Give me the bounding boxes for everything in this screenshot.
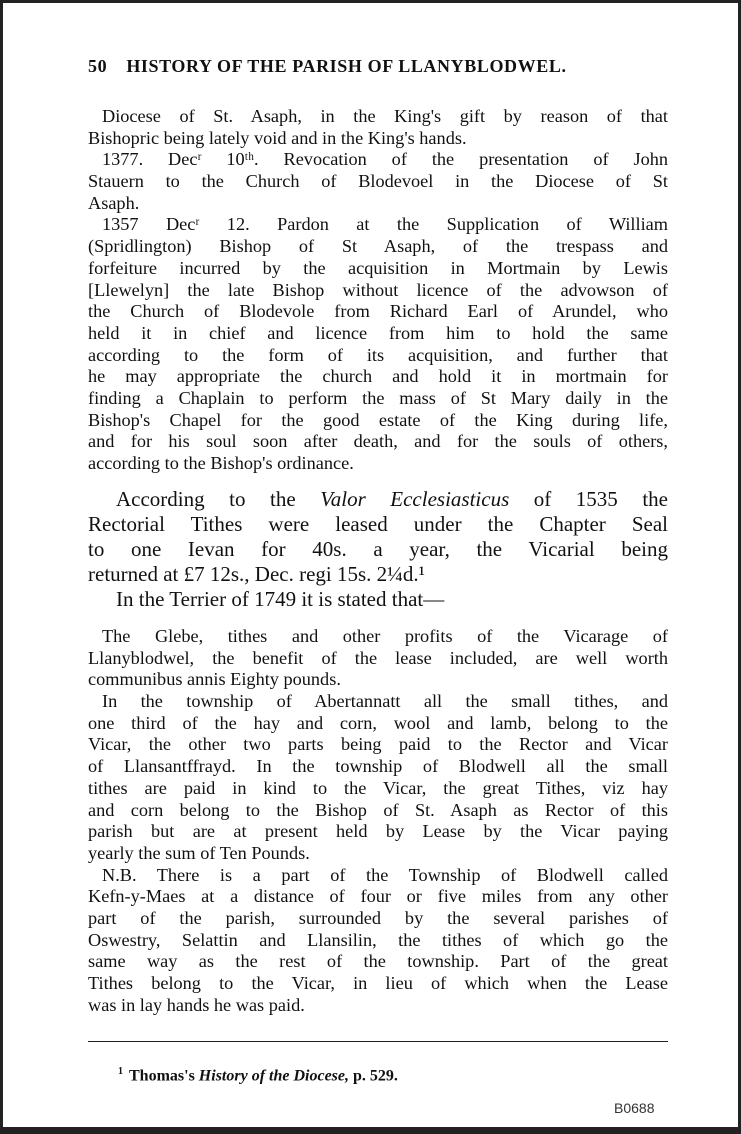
text-segment: of 1535 the — [509, 487, 668, 511]
paragraph — [88, 149, 668, 214]
text-line: Diocese of St. Asaph, in the King's gift by reason of that — [102, 106, 668, 126]
footnote — [118, 1066, 398, 1085]
text-line: parish but are at present held by Lease by the Vicar paying — [88, 821, 668, 842]
text-line: In the Terrier of 1749 it is stated that— — [116, 587, 445, 611]
text-line: yearly the sum of Ten Pounds. — [88, 842, 310, 863]
running-title: HISTORY OF THE PARISH OF LLANYBLODWEL. — [126, 56, 567, 76]
text-line: Bishop's Chapel for the good estate of the King during life, — [88, 409, 668, 430]
italic-title: Valor Ecclesiasticus — [320, 487, 510, 511]
text-line: was in lay hands he was paid. — [88, 994, 305, 1015]
paragraph — [88, 865, 668, 1017]
text-line: forfeiture incurred by the acquisition in Mortmain by Lewis — [88, 257, 668, 278]
text-line: [Llewelyn] the late Bishop without licence of the advowson of — [88, 279, 668, 300]
text-line: one third of the hay and corn, wool and lamb, belong to the — [88, 712, 668, 733]
text-line: communibus annis Eighty pounds. — [88, 669, 341, 690]
document-code: B0688 — [614, 1100, 655, 1116]
text-line: Tithes belong to the Vicar, in lieu of which when the Lease — [88, 973, 668, 993]
valor-paragraph — [88, 487, 668, 612]
footnote-mark: 1 — [118, 1066, 123, 1077]
text-line: (Spridlington) Bishop of St Asaph, of the trespass and — [88, 236, 668, 257]
text-segment: According to the — [116, 487, 321, 511]
running-header — [88, 56, 668, 77]
page-number: 50 — [88, 56, 108, 76]
text-line: tithes are paid in kind to the Vicar, the great Tithes, viz hay — [88, 777, 668, 798]
text-line: N.B. There is a part of the Township of Blodwell called — [102, 864, 668, 885]
text-line: same way as the rest of the township. Part of the great — [88, 951, 668, 972]
paragraph — [88, 691, 668, 865]
paragraph — [88, 487, 668, 587]
record-entries — [88, 106, 668, 475]
paragraph — [88, 106, 668, 149]
text-line: of Llansantffrayd. In the township of Blodwell all the small — [88, 756, 668, 777]
footnote-title: History of the Diocese, — [198, 1067, 349, 1085]
text-line: Oswestry, Selattin and Llansilin, the tithes of which go the — [88, 929, 668, 950]
text-line: Rectorial Tithes were leased under the Chapter Seal — [88, 512, 668, 536]
text-line — [88, 487, 668, 512]
text-line: and corn belong to the Bishop of St. Asaph as Rector of this — [88, 799, 668, 820]
footnote-page: p. 529. — [349, 1067, 398, 1085]
text-line: and for his soul soon after death, and for the souls of others, — [88, 431, 668, 452]
text-line: The Glebe, tithes and other profits of the Vicarage of — [102, 626, 668, 646]
paragraph — [88, 214, 668, 474]
text-line: the Church of Blodevole from Richard Earl of Arundel, who — [88, 301, 668, 322]
text-line: returned at £7 12s., Dec. regi 15s. 2¼d.¹ — [88, 562, 425, 586]
text-line: according to the form of its acquisition, and further that — [88, 344, 668, 365]
text-line: 1377. Decʳ 10ᵗʰ. Revocation of the presentation of John — [102, 149, 668, 170]
text-line: he may appropriate the church and hold it in mortmain for — [88, 366, 668, 387]
footnote-text: Thomas's — [129, 1067, 199, 1085]
text-line: held it in chief and licence from him to hold the same — [88, 322, 668, 343]
text-line: Bishopric being lately void and in the King's hands. — [88, 127, 467, 148]
text-line: Vicar, the other two parts being paid to the Rector and Vicar — [88, 734, 668, 755]
text-line: In the township of Abertannatt all the small tithes, and — [102, 691, 668, 712]
paragraph — [88, 626, 668, 691]
text-line: according to the Bishop's ordinance. — [88, 453, 354, 473]
text-line: Llanyblodwel, the benefit of the lease included, are well worth — [88, 647, 668, 668]
text-line: Kefn-y-Maes at a distance of four or five miles from any other — [88, 886, 668, 907]
footnote-divider — [88, 1041, 668, 1042]
text-line: finding a Chaplain to perform the mass of St Mary daily in the — [88, 387, 668, 408]
text-line: part of the parish, surrounded by the several parishes of — [88, 907, 668, 928]
terrier-quote — [88, 626, 668, 1016]
text-line: Asaph. — [88, 192, 140, 213]
text-line: 1357 Decʳ 12. Pardon at the Supplication of William — [102, 214, 668, 235]
text-line: to one Ievan for 40s. a year, the Vicarial being — [88, 537, 668, 561]
paragraph — [88, 587, 668, 612]
text-line: Stauern to the Church of Blodevoel in the Diocese of St — [88, 171, 668, 192]
